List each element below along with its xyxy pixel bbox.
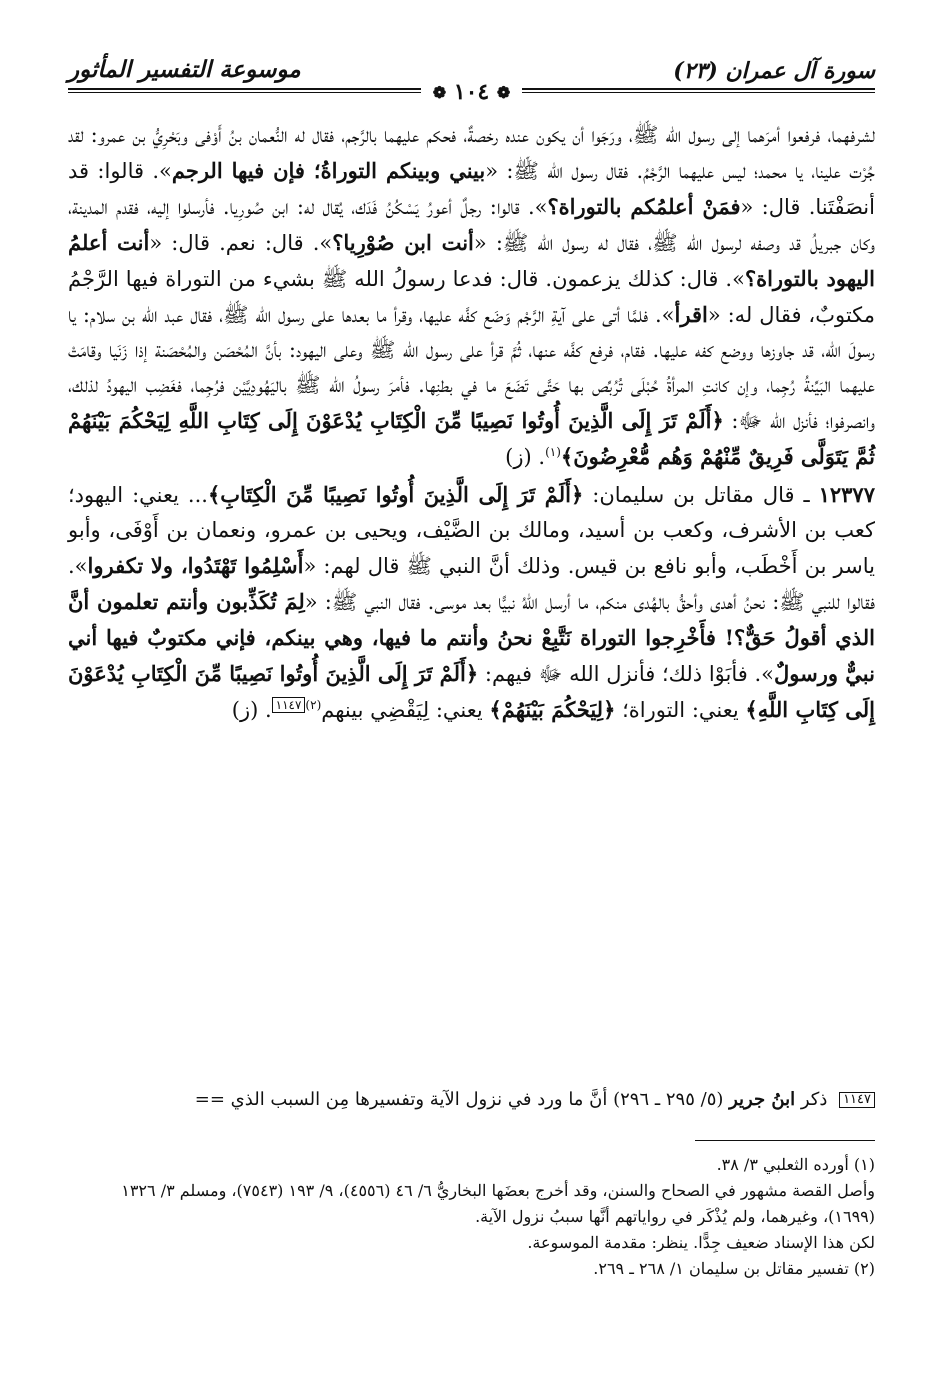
bold-quote: أنت أعلمُ اليهود بالتوراة؟ <box>68 230 875 291</box>
quran-verse: ﴿لِيَحْكُمَ بَيْنَهُمْ﴾ <box>489 697 616 722</box>
footnote-ref[interactable]: (١) <box>545 445 561 459</box>
footnote-separator <box>695 1140 875 1141</box>
footnotes <box>68 1152 875 1282</box>
bold-quote: أَسْلِمُوا تَهْتَدُوا، ولا تكفروا <box>87 553 304 578</box>
page-header <box>68 52 875 105</box>
bold-quote: اقرأ <box>674 302 708 327</box>
surah-title: سورة آل عمران (٢٣) <box>673 58 875 84</box>
text-run: ـ قال مقاتل بن سليمان: <box>583 483 819 507</box>
text-run: ذكر <box>795 1089 834 1110</box>
text-run: يعني: التوراة؛ <box>615 698 746 722</box>
bold-name: ابنُ جرير <box>729 1089 796 1110</box>
footnote-line: وأصل القصة مشهور في الصحاح والسنن، وقد أخرج بعضَها البخاريُّ ٦/ ٤٦ (٤٥٥٦)، ٩/ ١٩٣ (٧٥٤٣)، ومسلم ٣/ ١٣٢٦ (١٦٩٩)، وغيرهما، ولم يُذْكَر في رواياتهم أنَّها سببُ نزول الآية. <box>121 1181 875 1226</box>
footnote-line: (١) أورده الثعلبي ٣/ ٣٨. <box>716 1155 875 1174</box>
commentary-number-box: ١١٤٧ <box>839 1092 875 1108</box>
paragraph-hadith <box>68 118 875 475</box>
text-run: . (ز) <box>505 445 546 469</box>
text-run: ». قال: نعم. قال: « <box>149 231 333 255</box>
text-run: ». قالوا: قد أنصَفْتَنا. قال: « <box>68 159 875 219</box>
page-number-frame <box>421 80 523 105</box>
ornament-left-icon: ❁ <box>432 83 447 102</box>
quran-verse: ﴿أَلَمْ تَرَ إِلَى الَّذِينَ أُوتُوا نَصِيبًا مِّنَ الْكِتَابِ﴾ <box>207 482 584 507</box>
footnote-ref[interactable]: (٢) <box>305 698 322 712</box>
text-run: ». قالوا: رجلٌ أعورُ يَسْكُنُ فَدَك، يُقال له: ابن صُورِيا. فأرسلوا إليه، فقدم المدينة، وكان جبريلُ قد وصفه لرسول الله ﷺ، فقال له رسول الله ﷺ: « <box>68 195 875 255</box>
bold-quote: أنت ابن صُوْرِيا؟ <box>332 230 474 255</box>
quran-verse: ﴿أَلَمْ تَرَ إِلَى الَّذِينَ أُوتُوا نَصِيبًا مِّنَ الْكِتَابِ يُدْعَوْنَ إِلَى كِتَابِ اللَّهِ﴾ <box>68 661 875 722</box>
main-text <box>68 118 875 728</box>
narration-number: ١٢٣٧٧ <box>818 482 875 507</box>
bold-quote: بيني وبينكم التوراةُ؛ فإن فيها الرجم <box>171 158 486 183</box>
page-number: ١٠٤ <box>453 79 490 105</box>
text-run: ... يعني: اليهود؛ كعب بن الأشرف، وكعب بن أسيد، ومالك بن الضَّيْف، ويحيى بن عمرو، ونعمان بن أَوْفَى، وأبو ياسر بن أَخْطَب، وأبو نافع بن قيس. وذلك أنَّ النبي ﷺ قال لهم: « <box>68 483 875 578</box>
text-run: (٥/ ٢٩٥ ـ ٢٩٦) أنَّ ما ورد في نزول الآية وتفسيرها مِن السبب الذي == <box>194 1089 730 1110</box>
commentary-note <box>68 1086 875 1114</box>
series-title: موسوعة التفسير المأثور <box>68 56 301 83</box>
ornament-right-icon: ❁ <box>496 83 511 102</box>
footnote-line: (٢) تفسير مقاتل بن سليمان ١/ ٢٦٨ ـ ٢٦٩. <box>593 1259 875 1278</box>
text-run: يعني: لِيَقْضِي بينهم <box>321 698 490 722</box>
bold-quote: فمَنْ أعلمُكم بالتوراة؟ <box>547 194 741 219</box>
text-run: . (ز) <box>231 698 272 722</box>
bold-quote: لِمَ تُكَذِّبون وأنتم تعلمون أنَّ الذي أقولُ حَقٌّ؟! فأَخْرِجوا التوراة نَتَّبِعْ نحنُ وأنتم ما فيها، وهي بينكم، فإني مكتوبٌ فيها أني نبيٌّ ورسولٌ <box>68 589 875 686</box>
text-run: لشرفهما، فرفعوا أمرَهما إلى رسول الله ﷺ، ورَجَوا أن يكون عنده رخصةٌ، فحكم عليهما بالرَّجم، فقال له النُّعمان بنُ أَوْفى وبَحْرِيُّ بن عمرو: لقد جُرْت علينا، يا محمد؛ ليس عليهما الرَّجْمُ. فقال رسول الله ﷺ: « <box>68 123 875 183</box>
text-run: ». قال: كذلك يزعمون. قال: فدعا رسولُ الله ﷺ بشيء من التوراة فيها الرَّجْمُ مكتوبٌ، فقال له: « <box>68 267 875 327</box>
quran-verse: ﴿أَلَمْ تَرَ إِلَى الَّذِينَ أُوتُوا نَصِيبًا مِّنَ الْكِتَابِ يُدْعَوْنَ إِلَى كِتَابِ اللَّهِ لِيَحْكُمَ بَيْنَهُمْ ثُمَّ يَتَوَلَّى فَرِيقٌ مِّنْهُمْ وَهُم مُّعْرِضُونَ﴾ <box>68 408 875 469</box>
commentary-ref-box[interactable]: ١١٤٧ <box>272 697 306 713</box>
footnote-line: لكن هذا الإسناد ضعيف جِدًّا. ينظر: مقدمة الموسوعة. <box>527 1233 875 1252</box>
text-run: ». فقالوا للنبي ﷺ: نحنُ أهدى وأحقُّ بالهُدى منكم، ما أرسل اللهُ نبيًّا بعد موسى. فقال النبي ﷺ: « <box>68 554 875 614</box>
text-run: ». فلمَّا أتى على آيةِ الرَّجْم وَضَع كفَّه عليها، وقرأ ما بعدها على رسول الله ﷺ، فقال عبد الله بن سلام: يا رسولَ الله، قد جاوزها ووضع كفه عليها. فقام، فرفع كفَّه عنها، ثُمَّ قرأ على رسول الله ﷺ وعلى اليهود: بأنَّ المُحْصَن والمُحْصَنة إذا زَنَيا وقامَتْ عليهما البَيِّنةُ رُجِما، وإن كانتِ المرأةُ حُبْلَى تُرُبِّص بها حَتَّى تَضَعَ ما في بطنِها. فأمرَ رسولُ الله ﷺ باليَهُودِيَّيْن فرُجِما، فغَضِب اليهودُ لذلك، وانصرفوا؛ فأنزل الله ﷻ: <box>68 303 875 433</box>
text-run: ». فأبَوْا ذلك؛ فأنزل الله ﷻ فيهم: <box>478 662 774 686</box>
page-number-wrap <box>68 80 875 105</box>
paragraph-narration <box>68 477 875 728</box>
